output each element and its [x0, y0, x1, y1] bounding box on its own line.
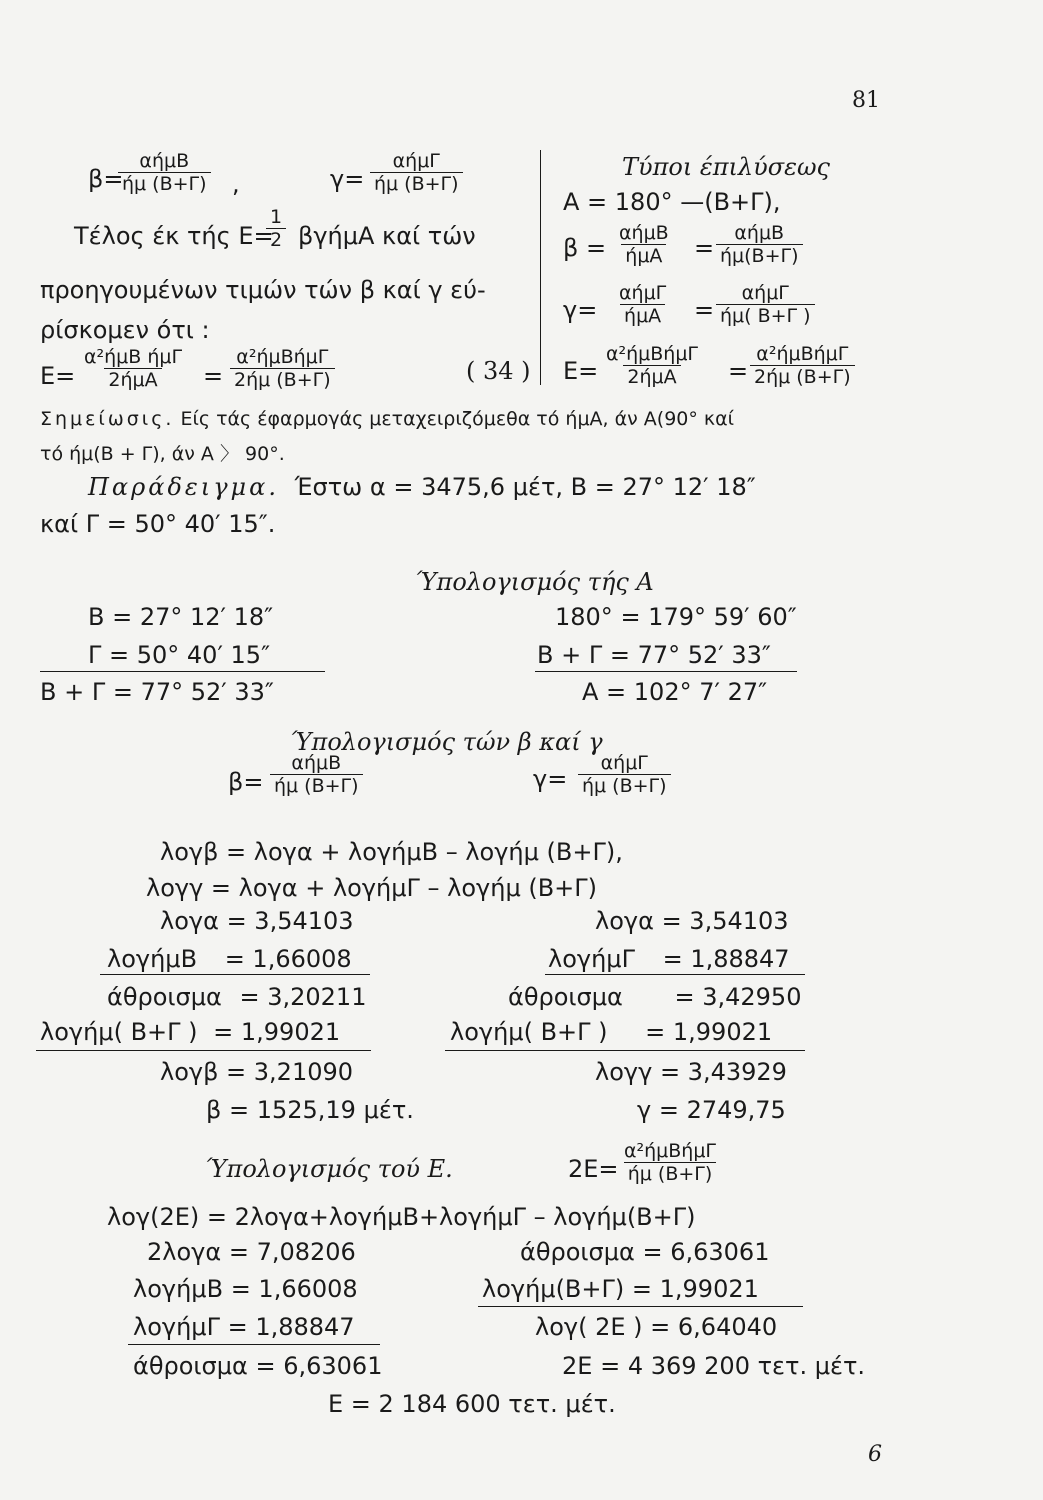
- log-label: β: [206, 1096, 222, 1124]
- fraction-denominator: ήμΑ: [621, 244, 666, 267]
- log-value: = 1525,19 μέτ.: [228, 1096, 414, 1124]
- log-value: = 3,54103: [226, 907, 354, 935]
- fraction-denominator: 2ήμΑ: [623, 365, 680, 388]
- log-row: [160, 1058, 353, 1086]
- fraction-denominator: ήμ(Β+Γ): [716, 244, 803, 267]
- fraction-numerator: α²ήμΒήμΓ: [624, 1140, 717, 1162]
- comma: ,: [232, 170, 240, 198]
- log-value: = 6,63061: [642, 1238, 770, 1266]
- log-label: άθροισμα: [133, 1352, 248, 1380]
- equals-sign: =: [728, 357, 749, 385]
- fraction-denominator: ήμ( Β+Γ ): [716, 304, 815, 327]
- log-value: = 7,08206: [228, 1238, 356, 1266]
- calc-a-right-1: 180° = 179° 59′ 60″: [555, 603, 797, 631]
- fraction-denominator: 2ήμΑ: [104, 368, 161, 391]
- log-label: λογήμΒ: [107, 945, 198, 973]
- underline: [478, 1306, 803, 1307]
- underline: [36, 1050, 371, 1051]
- log-value: = 3,21090: [226, 1058, 354, 1086]
- gamma-fraction-right-2: [716, 282, 815, 327]
- fraction-denominator: 2: [266, 228, 286, 251]
- log-value: = 3,43929: [659, 1058, 787, 1086]
- fraction-denominator: 2ήμ (Β+Γ): [750, 365, 855, 388]
- example-line-1: [88, 473, 756, 501]
- example-label: Παράδειγμα.: [88, 473, 279, 501]
- calc-a-right-3: Α = 102° 7′ 27″: [582, 678, 768, 706]
- fraction-denominator: ήμ (Β+Γ): [578, 774, 671, 797]
- log-value: = 1,99021: [213, 1018, 341, 1046]
- log-label: λογα: [595, 907, 654, 935]
- e-fraction-right-2: [750, 343, 855, 388]
- log-label: λογβ: [160, 1058, 219, 1086]
- log-value: = 4 369 200 τετ. μέτ.: [600, 1352, 866, 1380]
- paragraph-line-2: προηγουμένων τιμών τών β καί γ εύ-: [40, 276, 486, 304]
- gamma-fraction-right-1: [615, 282, 670, 327]
- log-row: [40, 1018, 340, 1046]
- calc-a-right-2: Β + Γ = 77° 52′ 33″: [537, 641, 771, 669]
- log-row: [160, 907, 354, 935]
- equals-sign: =: [203, 362, 224, 390]
- log-row: [147, 1238, 356, 1266]
- e-fraction-2: [230, 346, 335, 391]
- fraction-denominator: ήμ (Β+Γ): [118, 172, 211, 195]
- note-line-1: [40, 408, 734, 430]
- e-lhs: Ε=: [40, 362, 76, 390]
- fraction-numerator: αήμΒ: [619, 222, 669, 244]
- calc-a-left-1: Β = 27° 12′ 18″: [88, 603, 274, 631]
- fraction-denominator: ήμ (Β+Γ): [370, 172, 463, 195]
- log-value: = 3,42950: [674, 983, 802, 1011]
- beta-lhs: β=: [88, 165, 124, 193]
- log-value: = 6,64040: [650, 1313, 778, 1341]
- note-label: Σημείωσις.: [40, 408, 175, 430]
- two-e-fraction: [620, 1140, 720, 1185]
- log-label: λογήμ(Β+Γ): [482, 1275, 625, 1303]
- log-label: γ: [637, 1096, 652, 1124]
- log-value: = 2749,75: [658, 1096, 786, 1124]
- area-result: Ε = 2 184 600 τετ. μέτ.: [328, 1390, 616, 1418]
- log-row: [482, 1275, 759, 1303]
- telos-text-a: Τέλος έκ τής Ε=: [74, 222, 274, 250]
- log-value: = 3,54103: [661, 907, 789, 935]
- page-number: 81: [852, 88, 880, 113]
- calc-bg-heading: Ύπολογισμός τών β καί γ: [290, 728, 603, 756]
- equals-sign: =: [694, 296, 715, 324]
- footer-signature: 6: [868, 1442, 882, 1467]
- beta-fraction: [118, 150, 211, 195]
- telos-text-b: βγήμΑ καί τών: [298, 222, 476, 250]
- log-label: λογα: [160, 907, 219, 935]
- beta-fraction-right-1: [615, 222, 673, 267]
- log-beta-formula: λογβ = λογα + λογήμΒ – λογήμ (Β+Γ),: [160, 838, 623, 866]
- log-value: = 1,99021: [645, 1018, 773, 1046]
- underline: [40, 671, 325, 672]
- fraction-numerator: αήμΓ: [600, 752, 648, 774]
- underline: [535, 671, 797, 672]
- log-value: = 1,88847: [227, 1313, 355, 1341]
- log-row: [107, 983, 366, 1011]
- fraction-denominator: 2ήμ (Β+Γ): [230, 368, 335, 391]
- log-value: = 6,63061: [255, 1352, 383, 1380]
- calc-e-heading: Ύπολογισμός τού Ε.: [205, 1155, 453, 1183]
- fraction-numerator: αήμΒ: [291, 752, 342, 774]
- gamma-fraction: [370, 150, 463, 195]
- log-label: άθροισμα: [520, 1238, 635, 1266]
- fraction-numerator: α²ήμΒήμΓ: [756, 343, 849, 365]
- column-divider: [540, 150, 541, 385]
- log-label: 2Ε: [562, 1352, 593, 1380]
- log-label: λογήμΒ: [133, 1275, 224, 1303]
- log-label: λογήμ( Β+Γ ): [450, 1018, 608, 1046]
- log-row: [133, 1275, 358, 1303]
- fraction-numerator: αήμΓ: [392, 150, 440, 172]
- log-row: [133, 1313, 355, 1341]
- log-label: 2λογα: [147, 1238, 222, 1266]
- log-row: [206, 1096, 414, 1124]
- underline: [128, 1344, 380, 1345]
- fraction-denominator: ήμΑ: [620, 304, 665, 327]
- log-row: [107, 945, 352, 973]
- log-value: = 3,20211: [239, 983, 367, 1011]
- log-row: [535, 1313, 777, 1341]
- log-row: [637, 1096, 786, 1124]
- log-value: = 1,66008: [224, 945, 352, 973]
- note-line-2: τό ήμ(Β + Γ), άν Α 〉 90°.: [40, 443, 285, 465]
- half-fraction: [266, 206, 286, 251]
- fraction-numerator: 1: [270, 206, 283, 228]
- fraction-numerator: αήμΒ: [734, 222, 785, 244]
- gamma-lhs-right: γ=: [563, 296, 598, 324]
- example-line-2: καί Γ = 50° 40′ 15″.: [40, 510, 276, 538]
- log-row: [595, 1058, 787, 1086]
- log-row: [508, 983, 801, 1011]
- log-label: λογήμΓ: [548, 945, 635, 973]
- fraction-numerator: αήμΒ: [139, 150, 190, 172]
- log-label: λογήμ( Β+Γ ): [40, 1018, 198, 1046]
- gamma-lhs: γ=: [330, 165, 365, 193]
- underline: [445, 1050, 805, 1051]
- log-row: [450, 1018, 772, 1046]
- fraction-numerator: α²ήμΒήμΓ: [606, 343, 699, 365]
- log-row: [595, 907, 789, 935]
- log-row: [548, 945, 790, 973]
- log-label: άθροισμα: [107, 983, 222, 1011]
- log-value: = 1,99021: [631, 1275, 759, 1303]
- equals-sign: =: [694, 234, 715, 262]
- log-value: = 1,88847: [662, 945, 790, 973]
- log-label: λογ( 2Ε ): [535, 1313, 643, 1341]
- equation-number: ( 34 ): [466, 357, 531, 385]
- calc-gamma-lhs: γ=: [533, 765, 568, 793]
- log-row: [562, 1352, 865, 1380]
- calc-a-left-2: Γ = 50° 40′ 15″: [88, 641, 271, 669]
- underline: [545, 974, 805, 975]
- fraction-numerator: α²ήμΒήμΓ: [236, 346, 329, 368]
- beta-fraction-right-2: [716, 222, 803, 267]
- formulas-heading: Τύποι έπιλύσεως: [622, 153, 830, 181]
- note-text: Είς τάς έφαρμογάς μεταχειριζόμεθα τό ήμΑ, άν Α(90° καί: [180, 408, 735, 430]
- log-value: = 1,66008: [230, 1275, 358, 1303]
- calc-a-heading: Ύπολογισμός τής Α: [415, 568, 654, 596]
- log-row: [520, 1238, 769, 1266]
- calc-a-left-3: Β + Γ = 77° 52′ 33″: [40, 678, 274, 706]
- calc-beta-lhs: β=: [228, 768, 264, 796]
- fraction-numerator: αήμΓ: [741, 282, 789, 304]
- log-gamma-formula: λογγ = λογα + λογήμΓ – λογήμ (Β+Γ): [146, 874, 598, 902]
- log-label: λογγ: [595, 1058, 653, 1086]
- log-2e-formula: λογ(2Ε) = 2λογα+λογήμΒ+λογήμΓ – λογήμ(Β+Γ): [107, 1203, 696, 1231]
- e-lhs-right: Ε=: [563, 357, 599, 385]
- log-label: λογήμΓ: [133, 1313, 220, 1341]
- log-row: [133, 1352, 382, 1380]
- fraction-denominator: ήμ (Β+Γ): [624, 1162, 717, 1185]
- fraction-numerator: α²ήμΒ ήμΓ: [84, 346, 183, 368]
- beta-lhs-right: β =: [563, 234, 607, 262]
- calc-beta-fraction: [270, 752, 363, 797]
- fraction-numerator: αήμΓ: [619, 282, 667, 304]
- underline: [100, 974, 370, 975]
- calc-gamma-fraction: [578, 752, 671, 797]
- a-formula: Α = 180° —(Β+Γ),: [563, 188, 781, 216]
- paragraph-line-3: ρίσκομεν ότι :: [40, 316, 210, 344]
- fraction-denominator: ήμ (Β+Γ): [270, 774, 363, 797]
- example-text: Έστω α = 3475,6 μέτ, Β = 27° 12′ 18″: [294, 473, 756, 501]
- e-fraction-right-1: [602, 343, 702, 388]
- e-fraction-1: [80, 346, 186, 391]
- log-label: άθροισμα: [508, 983, 623, 1011]
- two-e-lhs: 2Ε=: [568, 1155, 619, 1183]
